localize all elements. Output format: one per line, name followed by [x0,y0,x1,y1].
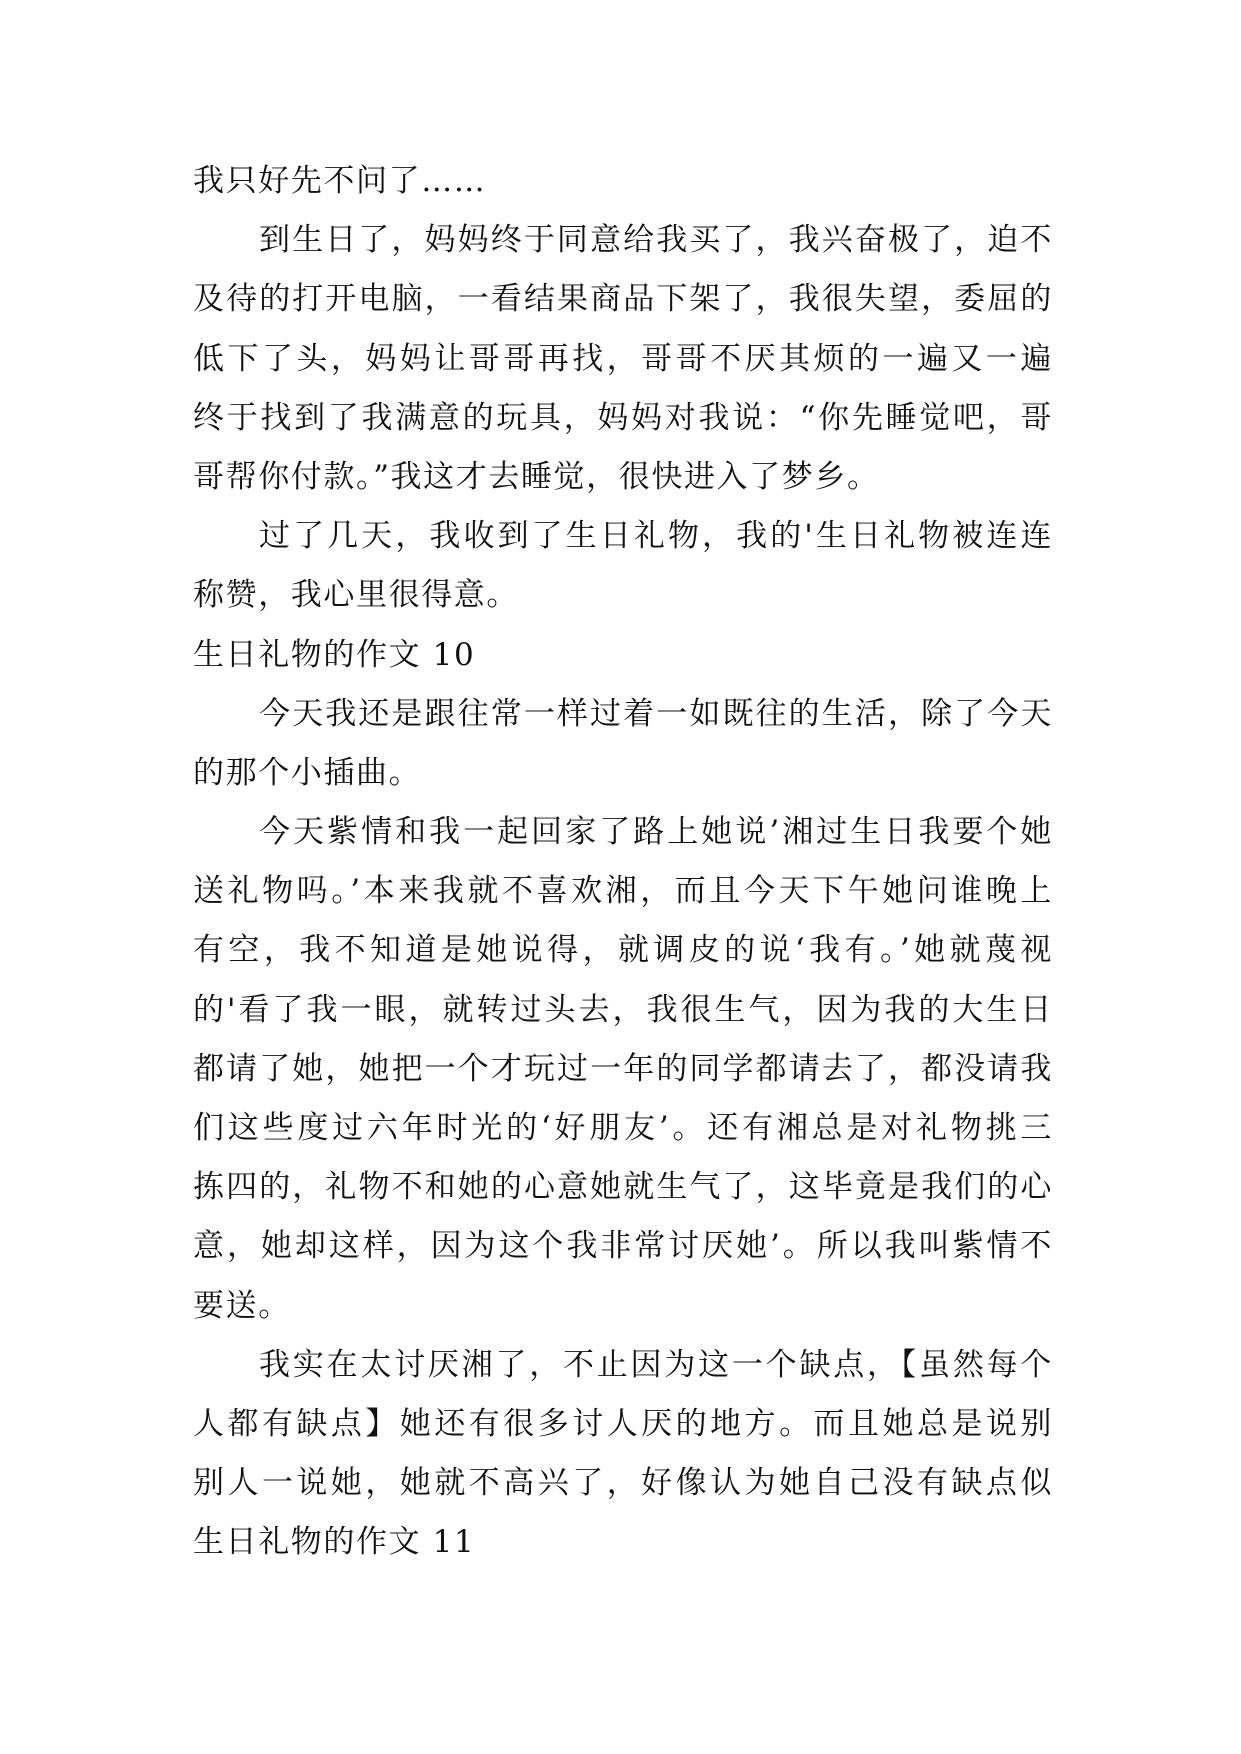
text-line: 的'看了我一眼，就转过头去，我很生气，因为我的大生日 [193,991,1053,1028]
text-line: 送礼物吗。’本来我就不喜欢湘，而且今天下午她问谁晚上 [193,873,1053,910]
text-line: 及待的打开电脑，一看结果商品下架了，我很失望，委屈的 [193,281,1053,318]
paragraph-first-line: 今天我还是跟往常一样过着一如既往的生活，除了今天 [259,695,1053,732]
document-page [193,152,1053,1573]
text-line: 有空，我不知道是她说得，就调皮的说‘我有。’她就蔑视 [193,932,1053,969]
section-heading: 生日礼物的作文 10 [193,636,476,673]
text-line: 人都有缺点】她还有很多讨人厌的地方。而且她总是说别 [193,1405,1053,1442]
text-line: 拣四的，礼物不和她的心意她就生气了，这毕竟是我们的心 [193,1169,1053,1206]
text-line: 要送。 [193,1287,291,1324]
text-line: 称赞，我心里很得意。 [193,577,519,614]
text-line: 意，她却这样，因为这个我非常讨厌她’。所以我叫紫情不 [193,1228,1053,1265]
section-heading: 生日礼物的作文 11 [193,1524,476,1561]
text-line: 终于找到了我满意的玩具，妈妈对我说：“你先睡觉吧，哥 [193,399,1053,436]
paragraph-first-line: 我实在太讨厌湘了，不止因为这一个缺点，【虽然每个 [259,1346,1053,1383]
text-line: 的那个小插曲。 [193,754,422,791]
text-line: 哥帮你付款。”我这才去睡觉，很快进入了梦乡。 [193,458,880,495]
paragraph-first-line: 今天紫情和我一起回家了路上她说’湘过生日我要个她 [259,814,1053,851]
paragraph-first-line: 到生日了，妈妈终于同意给我买了，我兴奋极了，迫不 [259,222,1053,259]
text-line: 低下了头，妈妈让哥哥再找，哥哥不厌其烦的一遍又一遍 [193,340,1053,377]
paragraph-first-line: 过了几天，我收到了生日礼物，我的'生日礼物被连连 [259,518,1053,555]
text-line: 我只好先不问了…… [193,163,487,199]
text-line: 们这些度过六年时光的‘好朋友’。还有湘总是对礼物挑三 [193,1110,1053,1146]
text-line: 别人一说她，她就不高兴了，好像认为她自己没有缺点似 [193,1465,1053,1502]
text-line: 都请了她，她把一个才玩过一年的同学都请去了，都没请我 [193,1050,1053,1087]
